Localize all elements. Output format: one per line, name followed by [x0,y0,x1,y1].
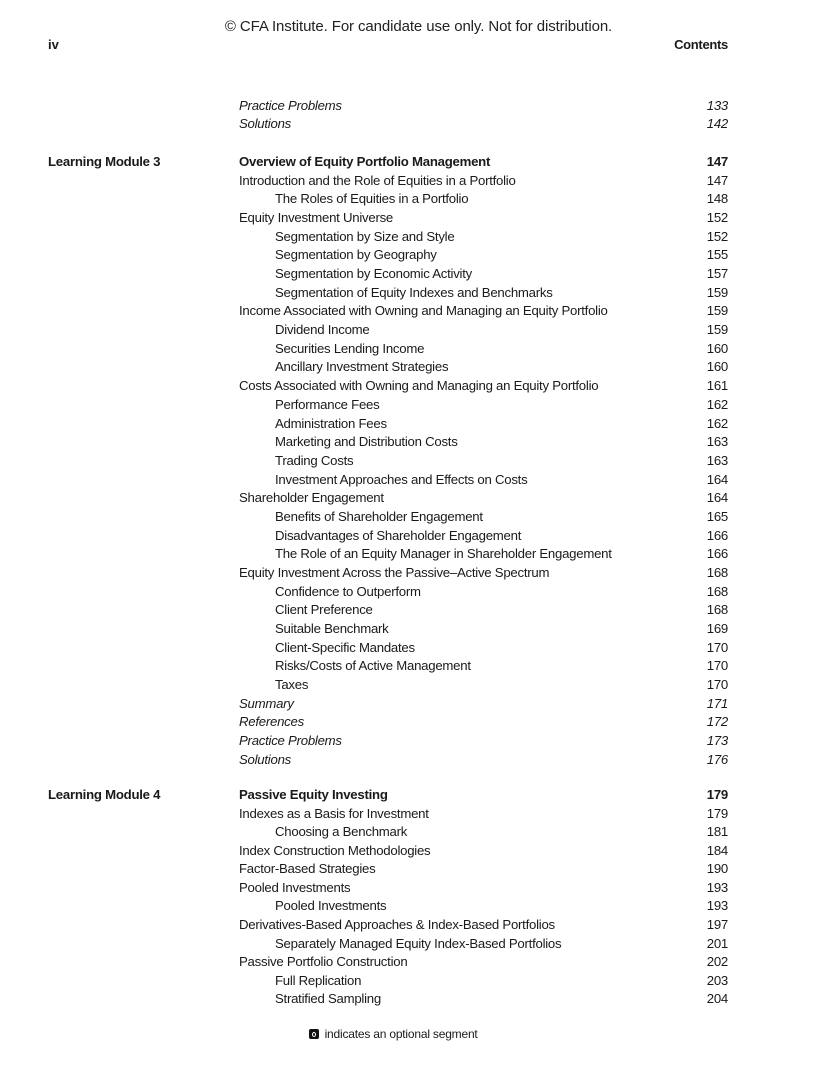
toc-entry-page: 163 [706,434,728,450]
toc-entry-title: The Role of an Equity Manager in Shareholder Engagement [275,546,612,562]
toc-entry [48,694,728,713]
toc-entry-page: 163 [706,452,728,468]
toc-entry-title: Solutions [239,116,292,131]
toc-entry-page: 159 [706,303,728,319]
optional-segment-icon [309,1029,319,1039]
toc-entry [48,227,728,246]
toc-entry [48,264,728,283]
toc-entry-title: Index Construction Methodologies [239,842,431,858]
toc-entry-page: 202 [706,954,728,970]
toc-entry-page: 172 [706,714,728,730]
toc-entry-title: Securities Lending Income [275,340,425,356]
toc-entry-title: Solutions [239,751,292,767]
toc-entry-title: Overview of Equity Portfolio Management [239,154,491,169]
footer-note: indicates an optional segment [324,1027,478,1041]
toc-entry-page: 165 [706,508,728,524]
toc-entry-page: 147 [706,172,728,188]
toc-entry-page: 190 [706,861,728,877]
toc-entry-page: 179 [706,805,728,821]
toc-entry [48,376,728,395]
toc-entry-page: 201 [706,935,728,951]
toc-entry [48,600,728,619]
toc-entry [48,114,728,133]
toc-entry-title: Separately Managed Equity Index-Based Portfolios [275,935,562,951]
toc-entry-page: 181 [706,824,728,840]
toc-entry [48,245,728,264]
toc-entry-title: Introduction and the Role of Equities in a Portfolio [239,172,516,188]
running-head: Contents [674,37,728,52]
toc-entry [48,619,728,638]
toc-entry-title: Derivatives-Based Approaches & Index-Based Portfolios [239,917,555,933]
toc-entry-page: 168 [706,564,728,580]
toc-entry-page: 164 [706,490,728,506]
toc-entry [48,432,728,451]
toc-entry-page: 176 [706,751,728,767]
toc-entry [48,563,728,582]
page-number: iv [48,37,59,52]
toc-entry-title: Passive Portfolio Construction [239,954,408,970]
toc-entry [48,470,728,489]
toc-entry [48,638,728,657]
toc-entry-page: 148 [706,191,728,207]
toc-entry-title: Full Replication [275,972,362,988]
toc-entry [48,189,728,208]
toc-entry-page: 164 [706,471,728,487]
toc-entry-page: 152 [706,228,728,244]
toc-entry [48,822,728,841]
toc-entry [48,989,728,1008]
toc-entry [48,451,728,470]
toc-entry-page: 168 [706,583,728,599]
toc-entry-title: Income Associated with Owning and Managing an Equity Portfolio [239,303,608,319]
toc-entry-title: Performance Fees [275,396,380,412]
toc-entry [48,301,728,320]
toc-entry [48,804,728,823]
toc-entry-page: 197 [706,917,728,933]
toc-entry-page: 152 [706,210,728,226]
toc-entry-page: 203 [706,972,728,988]
toc-entry-page: 157 [706,266,728,282]
toc-entry-title: Benefits of Shareholder Engagement [275,508,483,524]
toc-entry [48,859,728,878]
toc-entry-page: 169 [706,621,728,636]
toc-entry-page: 166 [706,546,728,562]
toc-entry-title: Choosing a Benchmark [275,824,408,840]
toc-entry [48,395,728,414]
module-label: Learning Module 4 [48,787,161,802]
toc-entry-title: Indexes as a Basis for Investment [239,805,429,821]
toc-entry [48,507,728,526]
toc-entry-page: 159 [706,322,728,338]
toc-entry-page: 160 [706,359,728,375]
toc-entry [48,934,728,953]
toc-entry-title: Suitable Benchmark [275,621,389,636]
toc-entry [48,785,728,804]
toc-entry-page: 142 [706,116,728,131]
toc-entry-page: 133 [706,98,728,113]
toc-entry-title: Summary [239,695,294,711]
copyright-watermark: © CFA Institute. For candidate use only. Not for distribution. [224,18,613,35]
toc-entry-page: 159 [706,284,728,300]
toc-entry [48,320,728,339]
toc-entry-title: Client Preference [275,602,373,618]
toc-entry [48,357,728,376]
toc-entry-title: Costs Associated with Owning and Managing an Equity Portfolio [239,378,599,394]
toc-entry-title: Equity Investment Across the Passive–Active Spectrum [239,564,550,580]
toc-entry-page: 171 [706,695,728,711]
toc-entry-title: Passive Equity Investing [239,787,388,802]
toc-entry-title: Pooled Investments [275,898,387,914]
toc-entry-title: Segmentation by Economic Activity [275,266,472,282]
toc-entry-page: 170 [706,677,728,693]
toc-entry-title: Stratified Sampling [275,991,381,1007]
toc-entry [48,414,728,433]
toc-entry-title: Client-Specific Mandates [275,639,415,655]
toc-entry [48,582,728,601]
toc-entry [48,731,728,750]
toc-entry [48,896,728,915]
toc-entry-title: Shareholder Engagement [239,490,384,506]
toc-entry-title: Disadvantages of Shareholder Engagement [275,527,522,543]
toc-entry [48,283,728,302]
toc-entry [48,971,728,990]
toc-entry-title: Marketing and Distribution Costs [275,434,458,450]
toc-entry-title: Confidence to Outperform [275,583,421,599]
toc-entry [48,152,728,171]
toc-entry [48,96,728,115]
toc-entry-title: Segmentation of Equity Indexes and Benchmarks [275,284,553,300]
toc-entry-title: Practice Problems [239,733,342,749]
toc-entry [48,675,728,694]
toc-entry [48,952,728,971]
toc-entry-title: Factor-Based Strategies [239,861,376,877]
footer-legend [0,1027,787,1041]
toc-entry-page: 147 [706,154,728,169]
toc-entry-page: 170 [706,639,728,655]
toc-entry-title: Segmentation by Geography [275,247,437,263]
toc-entry-title: Ancillary Investment Strategies [275,359,449,375]
toc-entry-page: 193 [706,879,728,895]
toc-entry [48,171,728,190]
toc-entry-page: 162 [706,415,728,431]
toc-entry-title: Investment Approaches and Effects on Costs [275,471,528,487]
toc-entry [48,915,728,934]
toc-entry-page: 162 [706,396,728,412]
toc-entry [48,339,728,358]
toc-entry-title: References [239,714,304,730]
toc-entry-title: The Roles of Equities in a Portfolio [275,191,469,207]
toc-entry-page: 204 [706,991,728,1007]
toc-entry [48,878,728,897]
toc-entry-title: Segmentation by Size and Style [275,228,455,244]
toc-entry-title: Dividend Income [275,322,370,338]
toc-entry [48,544,728,563]
toc-entry-title: Administration Fees [275,415,387,431]
toc-entry [48,488,728,507]
toc-entry-page: 193 [706,898,728,914]
toc-entry [48,656,728,675]
toc-entry [48,712,728,731]
toc-entry [48,526,728,545]
toc-entry-title: Taxes [275,677,309,693]
toc-entry-page: 160 [706,340,728,356]
toc-entry-page: 184 [706,842,728,858]
toc-entry-title: Pooled Investments [239,879,351,895]
toc-entry [48,750,728,769]
toc-entry-page: 155 [706,247,728,263]
toc-entry-page: 179 [706,787,728,802]
module-label: Learning Module 3 [48,154,161,169]
toc-entry-page: 168 [706,602,728,618]
toc-entry [48,208,728,227]
toc-entry-page: 170 [706,658,728,674]
toc-entry [48,841,728,860]
toc-entry-page: 166 [706,527,728,543]
toc-entry-title: Equity Investment Universe [239,210,394,226]
toc-entry-title: Practice Problems [239,98,342,113]
toc-entry-page: 161 [706,378,728,394]
toc-entry-title: Risks/Costs of Active Management [275,658,471,674]
toc-entry-page: 173 [706,733,728,749]
toc-entry-title: Trading Costs [275,452,354,468]
